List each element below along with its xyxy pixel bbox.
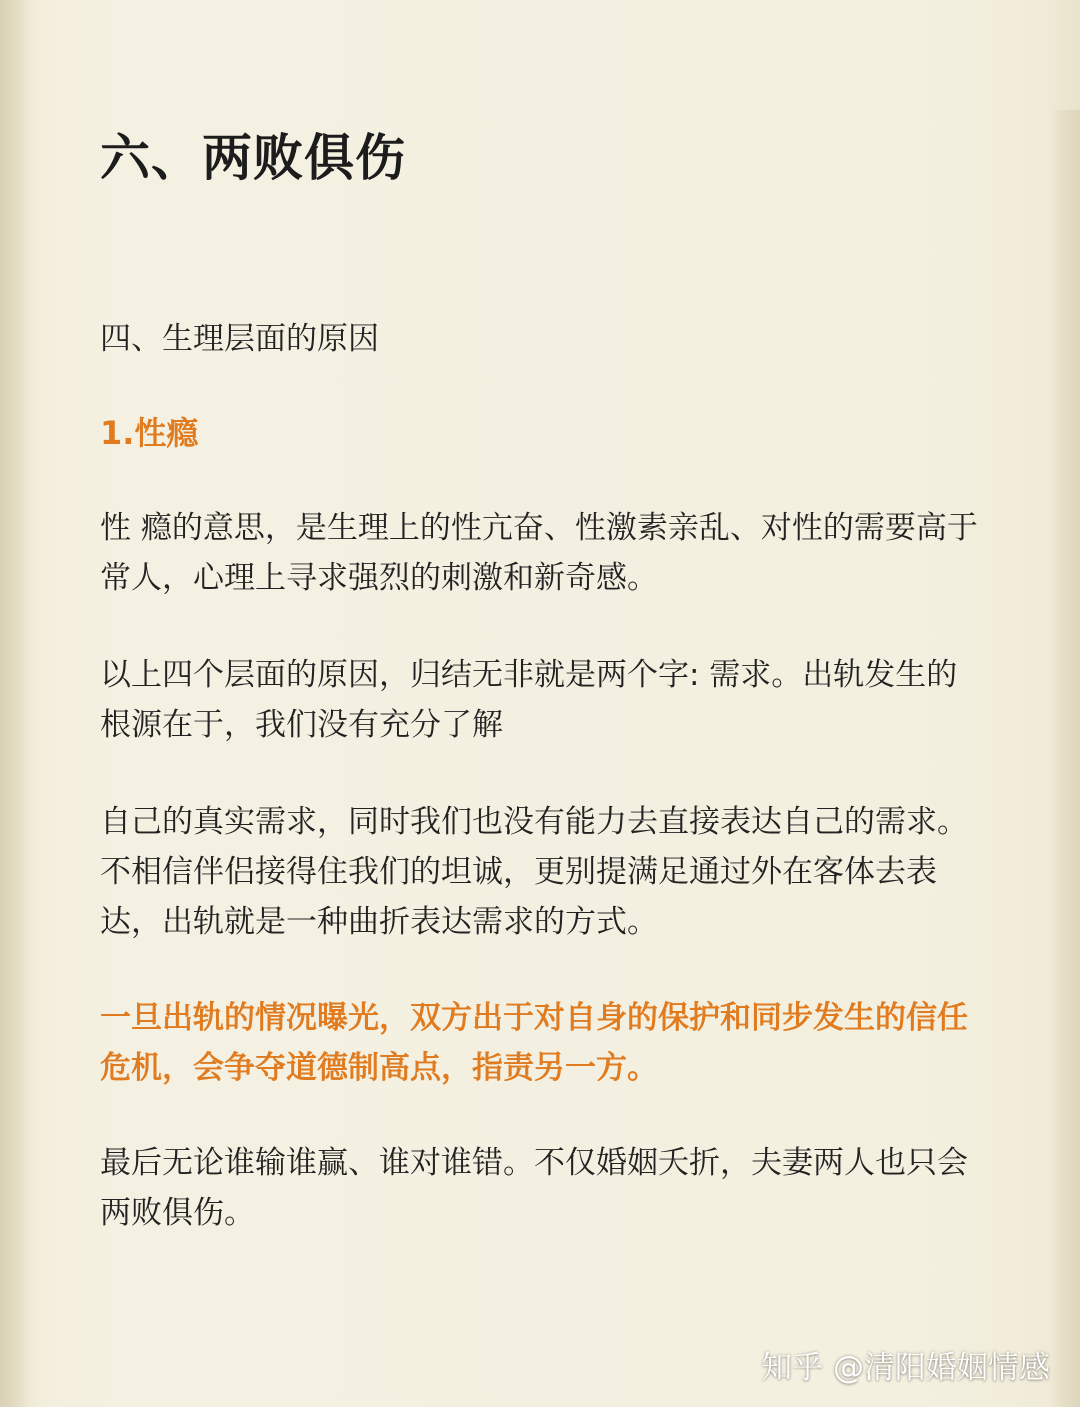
- subheading: 1.性瘾: [100, 414, 199, 452]
- paragraph-5: 最后无论谁输谁赢、谁对谁错。不仅婚姻夭折，夫妻两人也只会两败俱伤。: [100, 1145, 968, 1231]
- section-heading: 四、生理层面的原因: [100, 321, 379, 357]
- paragraph-1: 性 瘾的意思，是生理上的性亢奋、性激素亲乱、对性的需要高于常人，心理上寻求强烈的刺激和新奇感。: [100, 510, 978, 596]
- paragraph-2: 以上四个层面的原因，归结无非就是两个字: 需求。出轨发生的根源在于，我们没有充分了解: [100, 657, 958, 743]
- page-right-fold: [1050, 110, 1080, 1407]
- paragraph-3: 自己的真实需求，同时我们也没有能力去直接表达自己的需求。不相信伴侣接得住我们的坦诚，更别提满足通过外在客体去表达，出轨就是一种曲折表达需求的方式。: [100, 804, 968, 940]
- page-title: 六、两败俱伤: [100, 129, 406, 187]
- page-left-edge: [0, 0, 30, 1407]
- highlight-paragraph: 一旦出轨的情况曝光，双方出于对自身的保护和同步发生的信任危机，会争夺道德制高点，指责另一方。: [100, 1000, 968, 1086]
- zhihu-watermark: 知乎 @清阳婚姻情感: [761, 1350, 1050, 1386]
